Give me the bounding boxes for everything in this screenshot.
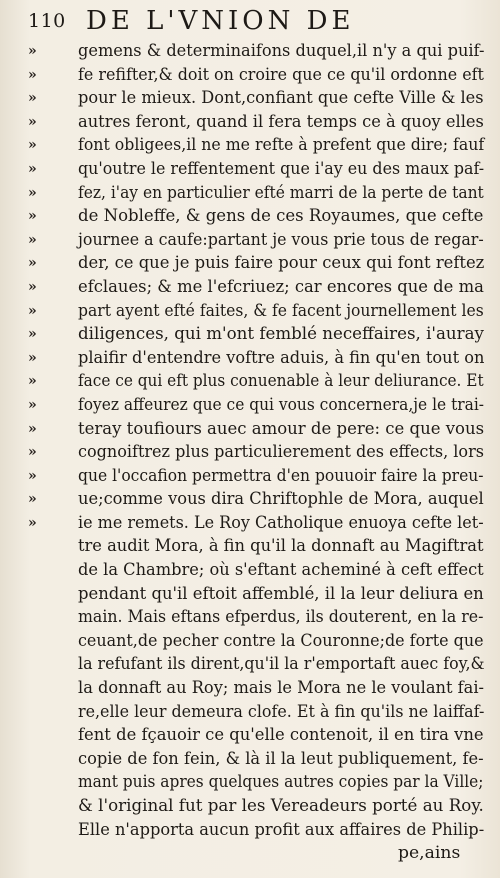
line-text: ie me remets. Le Roy Catholique enuoya cefte let- — [78, 512, 484, 533]
text-line — [28, 40, 488, 64]
text-line — [28, 394, 488, 418]
page-number: 110 — [28, 10, 66, 32]
text-block — [28, 40, 488, 866]
quote-mark: » — [28, 326, 37, 343]
text-line — [28, 87, 488, 111]
line-text: qu'outre le reffentement que i'ay eu des maux paf- — [78, 158, 485, 179]
quote-mark: » — [28, 43, 37, 59]
quote-mark: » — [28, 420, 37, 437]
quote-mark: » — [28, 278, 37, 295]
line-text: que l'occafion permettra d'en pouuoir faire la preu- — [78, 465, 484, 486]
text-line — [28, 323, 488, 347]
text-line — [28, 512, 488, 536]
line-text: pour le mieux. Dont,confiant que cefte Ville & les — [78, 88, 484, 109]
quote-mark: » — [28, 137, 37, 154]
line-text: main. Mais eftans efperdus, ils douterent, en la re- — [78, 607, 484, 628]
line-text: fe refifter,& doit on croire que ce qu'il ordonne eft — [78, 64, 484, 85]
quote-mark: » — [28, 90, 37, 107]
text-line — [28, 276, 488, 300]
line-text: der, ce que je puis faire pour ceux qui font reftez — [78, 253, 485, 274]
text-line — [28, 653, 488, 677]
line-text: & l'original fut par les Vereadeurs porté au Roy. — [78, 796, 484, 816]
text-line — [28, 771, 488, 795]
text-line — [28, 819, 488, 843]
text-line — [28, 111, 488, 135]
line-text: diligences, qui m'ont femblé neceffaires, i'auray — [78, 324, 484, 345]
line-text: de Nobleffe, & gens de ces Royaumes, que cefte — [78, 206, 484, 227]
line-text: efclaues; & me l'efcriuez; car encores que de ma — [78, 276, 484, 297]
quote-mark: » — [28, 514, 37, 531]
quote-mark: » — [28, 396, 37, 413]
line-text: part ayent efté faites, & fe facent journellement les — [78, 300, 484, 321]
text-line — [28, 347, 488, 371]
text-line — [28, 606, 488, 630]
line-text: gemens & determinaifons duquel,il n'y a qui puif- — [78, 41, 485, 61]
quote-mark: » — [28, 467, 37, 484]
text-line — [28, 182, 488, 206]
text-line — [28, 465, 488, 489]
text-line — [28, 418, 488, 442]
text-line — [28, 583, 488, 607]
running-head: DE L'VNION DE — [86, 6, 355, 36]
text-line — [28, 842, 488, 866]
line-text: ue;comme vous dira Chriftophle de Mora, auquel — [78, 489, 484, 510]
quote-mark: » — [28, 349, 37, 366]
line-text: foyez affeurez que ce qui vous concernera,je le trai- — [78, 394, 485, 415]
line-text: la donnaft au Roy; mais le Mora ne le voulant fai- — [78, 678, 485, 699]
quote-mark: » — [28, 373, 37, 390]
text-line — [28, 677, 488, 701]
text-line — [28, 441, 488, 465]
line-text: ceuant,de pecher contre la Couronne;de forte que — [78, 630, 484, 651]
line-text: copie de fon fein, & là il la leut publiquement, fe- — [78, 748, 484, 769]
quote-mark: » — [28, 66, 37, 83]
quote-mark: » — [28, 302, 37, 319]
text-line — [28, 134, 488, 158]
line-text: font obligees,il ne me refte à prefent que dire; fauf — [78, 135, 485, 156]
text-line — [28, 559, 488, 583]
text-line — [28, 205, 488, 229]
line-text: plaifir d'entendre voftre aduis, à fin qu'en tout on — [78, 347, 485, 368]
quote-mark: » — [28, 231, 37, 248]
line-text: Elle n'apporta aucun profit aux affaires de Philip- — [78, 819, 485, 840]
text-line — [28, 630, 488, 654]
quote-mark: » — [28, 208, 37, 225]
page-header — [28, 4, 480, 38]
text-line — [28, 724, 488, 748]
line-text: mant puis apres quelques autres copies par la Ville; — [78, 772, 484, 793]
text-line — [28, 64, 488, 88]
line-text: fent de fçauoir ce qu'elle contenoit, il en tira vne — [78, 725, 484, 746]
text-line — [28, 795, 488, 819]
line-text: journee a caufe:partant je vous prie tous de regar- — [78, 229, 484, 250]
line-text: tre audit Mora, à fin qu'il la donnaft au Magiftrat — [78, 536, 484, 557]
text-line — [28, 701, 488, 725]
line-text: fez, i'ay en particulier efté marri de la perte de tant — [78, 182, 484, 203]
text-line — [28, 252, 488, 276]
text-line — [28, 535, 488, 559]
text-line — [28, 488, 488, 512]
line-text: de la Chambre; où s'eftant acheminé à ceft effect — [78, 560, 484, 581]
quote-mark: » — [28, 444, 37, 461]
text-line — [28, 370, 488, 394]
line-text: cognoiftrez plus particulierement des effects, lors — [78, 442, 484, 463]
quote-mark: » — [28, 184, 37, 201]
text-line — [28, 300, 488, 324]
quote-mark: » — [28, 160, 37, 177]
quote-mark: » — [28, 491, 37, 508]
line-text: autres feront, quand il fera temps ce à quoy elles — [78, 111, 484, 132]
line-text: la refufant ils dirent,qu'il la r'emportaft auec foy,& — [78, 654, 485, 675]
line-text: teray toufiours auec amour de pere: ce que vous — [78, 418, 485, 439]
text-line — [28, 229, 488, 253]
quote-mark: » — [28, 255, 37, 272]
text-line — [28, 748, 488, 772]
text-line — [28, 158, 488, 182]
line-text: face ce qui eft plus conuenable à leur deliurance. Et — [78, 371, 484, 392]
quote-mark: » — [28, 113, 37, 130]
line-text: pendant qu'il eftoit affemblé, il la leur deliura en — [78, 583, 484, 604]
line-text: re,elle leur demeura clofe. Et à fin qu'ils ne laiffaf- — [78, 701, 485, 722]
line-text: pe,ains — [398, 843, 461, 864]
